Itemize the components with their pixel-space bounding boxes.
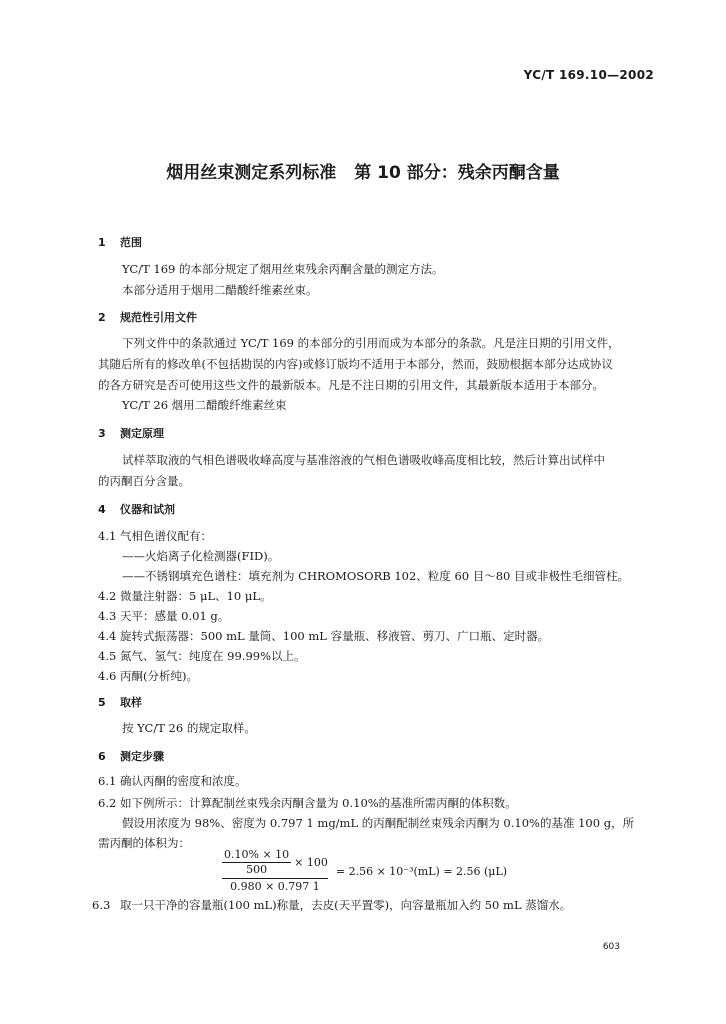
section-4-item: 4.1 气相色谱仪配有： [98, 529, 212, 543]
section-4-item: 4.3 天平：感量 0.01 g。 [98, 609, 230, 623]
section-4-item: 4.4 旋转式振荡器：500 mL 量筒、100 mL 容量瓶、移液管、剪刀、广口瓶、定时器。 [98, 629, 550, 643]
section-5-paragraph: 按 YC/T 26 的规定取样。 [122, 721, 256, 735]
formula-inner-denominator: 500 [246, 863, 268, 876]
section-3-heading: 3 测定原理 [98, 427, 164, 440]
section-6-paragraph-line-1: 假设用浓度为 98%、密度为 0.797 1 mg/mL 的丙酮配制丝束残余丙酮为 0.10%的基准 100 g，所 [122, 816, 635, 830]
section-2-paragraph-line-3: 的各方研究是否可使用这些文件的最新版本。凡是不注日期的引用文件，其最新版本适用于本部分。 [98, 378, 604, 392]
formula-multiplier: × 100 [294, 855, 328, 869]
formula-result: = 2.56 × 10⁻³(mL) = 2.56 (μL) [335, 864, 508, 878]
formula-inner-numerator: 0.10% × 10 [224, 848, 290, 861]
section-3-paragraph-line-1: 试样萃取液的气相色谱吸收峰高度与基准溶液的气相色谱吸收峰高度相比较，然后计算出试样中 [122, 453, 605, 467]
acetone-volume-formula [222, 848, 507, 894]
document-title [0, 158, 726, 183]
section-4-item: 4.5 氮气、氢气：纯度在 99.99%以上。 [98, 649, 306, 663]
section-5-heading: 5 取样 [98, 696, 142, 709]
section-1-paragraph-1: YC/T 169 的本部分规定了烟用丝束残余丙酮含量的测定方法。 [122, 262, 444, 276]
section-4-item: 4.6 丙酮(分析纯)。 [98, 669, 198, 683]
standard-code: YC/T 169.10—2002 [523, 68, 654, 82]
section-4-heading: 4 仪器和试剂 [98, 503, 175, 516]
section-4-item: ——火焰离子化检测器(FID)。 [122, 549, 280, 563]
section-1-paragraph-2: 本部分适用于烟用二醋酸纤维素丝束。 [122, 283, 318, 297]
formula-denominator: 0.980 × 0.797 1 [230, 880, 320, 893]
section-6-item-3: 6.3 取一只干净的容量瓶(100 mL)称量，去皮(天平置零)，向容量瓶加入约 50 mL 蒸馏水。 [92, 898, 572, 912]
section-4-item: ——不锈钢填充色谱柱：填充剂为 CHROMOSORB 102、粒度 60 目～80 目或非极性毛细管柱。 [122, 569, 630, 583]
section-1-heading: 1 范围 [98, 236, 142, 249]
section-2-reference: YC/T 26 烟用二醋酸纤维素丝束 [122, 398, 287, 412]
section-2-paragraph-line-2: 其随后所有的修改单(不包括勘误的内容)或修订版均不适用于本部分，然而，鼓励根据本部分达成协议 [98, 357, 613, 371]
section-6-item-1: 6.1 确认丙酮的密度和浓度。 [98, 774, 247, 788]
section-6-heading: 6 测定步骤 [98, 750, 164, 763]
page-number: 603 [602, 942, 620, 952]
title-part: 第 10 部分：残余丙酮含量 [354, 163, 560, 183]
section-2-paragraph-line-1: 下列文件中的条款通过 YC/T 169 的本部分的引用而成为本部分的条款。凡是注日期的引用文件， [122, 336, 620, 350]
section-3-paragraph-line-2: 的丙酮百分含量。 [98, 474, 190, 488]
section-4-item: 4.2 微量注射器：5 μL、10 μL。 [98, 589, 272, 603]
title-main: 烟用丝束测定系列标准 [166, 163, 337, 183]
section-6-paragraph-line-2: 需丙酮的体积为： [98, 836, 190, 850]
formula-fraction [222, 848, 328, 894]
section-2-heading: 2 规范性引用文件 [98, 311, 197, 324]
section-6-item-2: 6.2 如下例所示：计算配制丝束残余丙酮含量为 0.10%的基准所需丙酮的体积数。 [98, 796, 517, 810]
